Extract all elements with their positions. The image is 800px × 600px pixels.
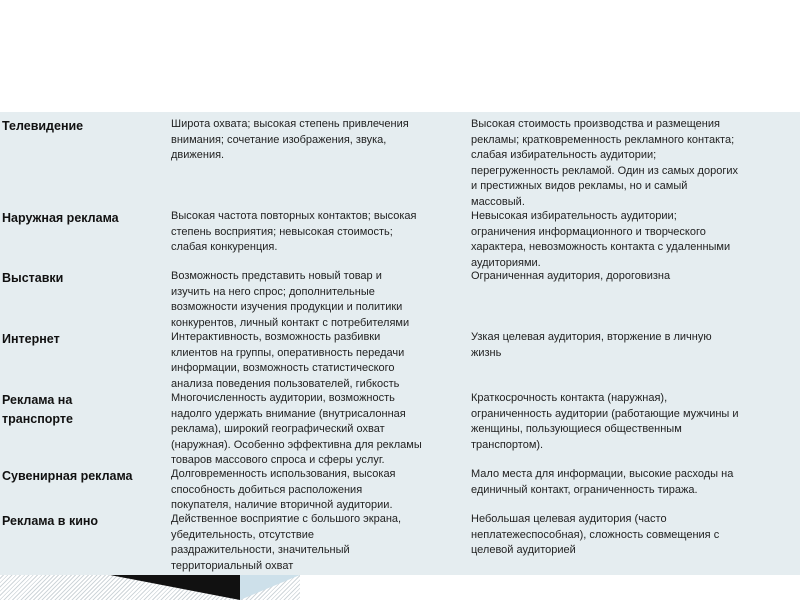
decorative-wedge xyxy=(110,575,240,600)
advertising-comparison-table xyxy=(0,112,800,575)
disadvantages: Невысокая избирательность аудитории; ограничения информационного и творческого характера, невозможность контакта с удаленными аудиториями. xyxy=(471,210,731,269)
disadvantages: Мало места для информации, высокие расходы на единичный контакт, ограниченность тиража. xyxy=(471,468,734,496)
advantages: Долговременность использования, высокая способность добиться расположения покупателя, наличие вторичной аудитории. xyxy=(171,468,396,511)
decorative-wedge-light xyxy=(240,575,300,600)
disadvantages: Небольшая целевая аудитория (часто неплатежеспособная), сложность совмещения с целевой аудиторией xyxy=(471,513,720,556)
media-type: Наружная реклама xyxy=(2,211,119,225)
advantages: Высокая частота повторных контактов; высокая степень восприятия; невысокая стоимость; слабая конкуренция. xyxy=(171,210,417,253)
disadvantages: Краткосрочность контакта (наружная), ограниченность аудитории (работающие мужчины и женщины, пользующиеся общественным транспортом). xyxy=(471,392,739,451)
disadvantages: Узкая целевая аудитория, вторжение в личную жизнь xyxy=(471,331,712,359)
media-type: Реклама в кино xyxy=(2,514,99,528)
advantages: Интерактивность, возможность разбивки клиентов на группы, оперативность передачи информации, возможность статистического анализа поведения пользователей, гибкость xyxy=(171,331,405,390)
advantages: Возможность представить новый товар и изучить на него спрос; дополнительные возможности изучения продукции и политики конкурентов, личный контакт с потребителями xyxy=(171,270,410,329)
decorative-fill xyxy=(300,575,800,600)
disadvantages: Ограниченная аудитория, дороговизна xyxy=(471,270,671,282)
advantages: Широта охвата; высокая степень привлечения внимания; сочетание изображения, звука, движения. xyxy=(171,118,409,161)
advantages: Многочисленность аудитории, возможность надолго удержать внимание (внутрисалонная реклама), широкий географический охват (наружная). Особенно эффективна для рекламы товаров массового спроса и сферы услуг. xyxy=(171,392,422,466)
media-type: Реклама на транспорте xyxy=(2,393,73,426)
media-type: Интернет xyxy=(2,332,60,346)
media-type: Сувенирная реклама xyxy=(2,469,133,483)
media-type: Выставки xyxy=(2,271,64,285)
disadvantages: Высокая стоимость производства и размещения рекламы; кратковременность рекламного контакта; слабая избирательность аудитории; перегруженность рекламой. Один из самых дорогих и престижных видов рекламы, но и самый массовый. xyxy=(471,118,738,208)
advantages: Действенное восприятие с большого экрана, убедительность, отсутствие раздражительности, значительный территориальный охват xyxy=(171,513,402,572)
media-type: Телевидение xyxy=(2,119,84,133)
